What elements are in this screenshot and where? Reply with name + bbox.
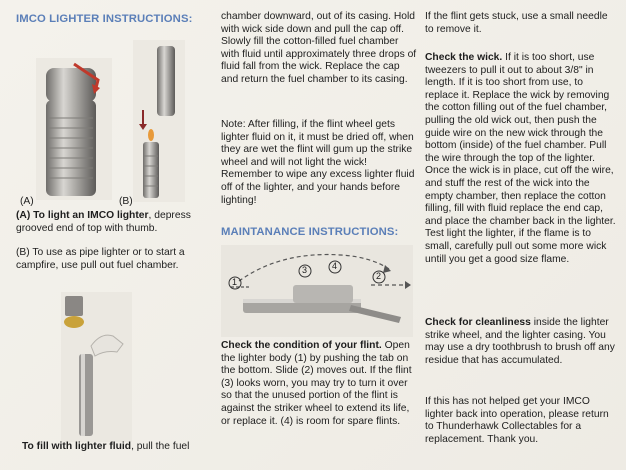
diagram-label-4: 4 [332, 261, 338, 271]
photo-lighter-b [133, 40, 185, 202]
maintenance-heading: MAINTANANCE INSTRUCTIONS: [221, 226, 399, 238]
diagram-label-3: 3 [302, 265, 308, 275]
instruction-a: (A) To light an IMCO lighter, depress grooved end of top with thumb. [16, 210, 191, 234]
diagram-label-1: 1 [232, 277, 238, 287]
note-text: Note: After filling, if the flint wheel gets lighter fluid on it, it must be dried off, when they are wet the flint will gum up the strike wheel and will not light the wick! Remember to wipe any excess lighter fluid off of the lighter, and your hands before lighting! [221, 119, 415, 206]
fig-a-label: (A) [20, 196, 34, 207]
check-flint: Check the condition of your flint. Open the lighter body (1) by pushing the tab on the bottom. Slide (2) moves out. If the flint (3) looks worn, you may try to turn it over so that the unused portion of the flint is against the striker wheel to extend its life, or replace it. (4) is room for spare flints. [221, 340, 412, 427]
check-cleanliness: Check for cleanliness inside the lighter strike wheel, and the lighter casing. You may use a dry toothbrush to brush off any residue that has accumulated. [425, 317, 615, 366]
fill-continued: chamber downward, out of its casing. Hold with wick side down and pull the cap off. Slowly fill the cotton-filled fuel chamber with fluid until approximately three drops of fluid fall from the wick. Replace the cap and return the fuel chamber to its casing. [221, 11, 417, 85]
fig-b-label: (B) [119, 196, 133, 207]
maintenance-diagram [221, 245, 413, 337]
flint-stuck: If the flint gets stuck, use a small needle to remove it. [425, 11, 608, 35]
check-wick: Check the wick. If it is too short, use tweezers to pull it out to about 3/8" in length. If it is too short from use, to replace it. Replace the wick by removing the cotton filling out of the fuel chamber, pulling the old wick out, then push the guide wire on the new wick through the bottom (inside) of the fuel chamber. Pull the wire through the top of the lighter. Once the wick is in place, cut off the wire, and stuff the rest of the wick into the empty chamber, then replace the cotton filling, fill with fluid replace the end cap, and place the chamber back in the lighter. Test light the lighter, if the flame is to small, carefully pull out some more wick untill you get a good size flame. [425, 52, 616, 265]
photo-filling [61, 292, 132, 442]
diagram-label-2: 2 [376, 271, 382, 281]
help-text: If this has not helped get your IMCO lighter back into operation, please return to Thunderhawk Collectables for a replacement. Thank you. [425, 396, 609, 445]
photo-lighter-a [36, 58, 112, 200]
fill-instruction: To fill with lighter fluid, pull the fuel [22, 441, 190, 452]
main-heading: IMCO LIGHTER INSTRUCTIONS: [16, 13, 193, 25]
instruction-b: (B) To use as pipe lighter or to start a campfire, use pull out fuel chamber. [16, 247, 185, 271]
